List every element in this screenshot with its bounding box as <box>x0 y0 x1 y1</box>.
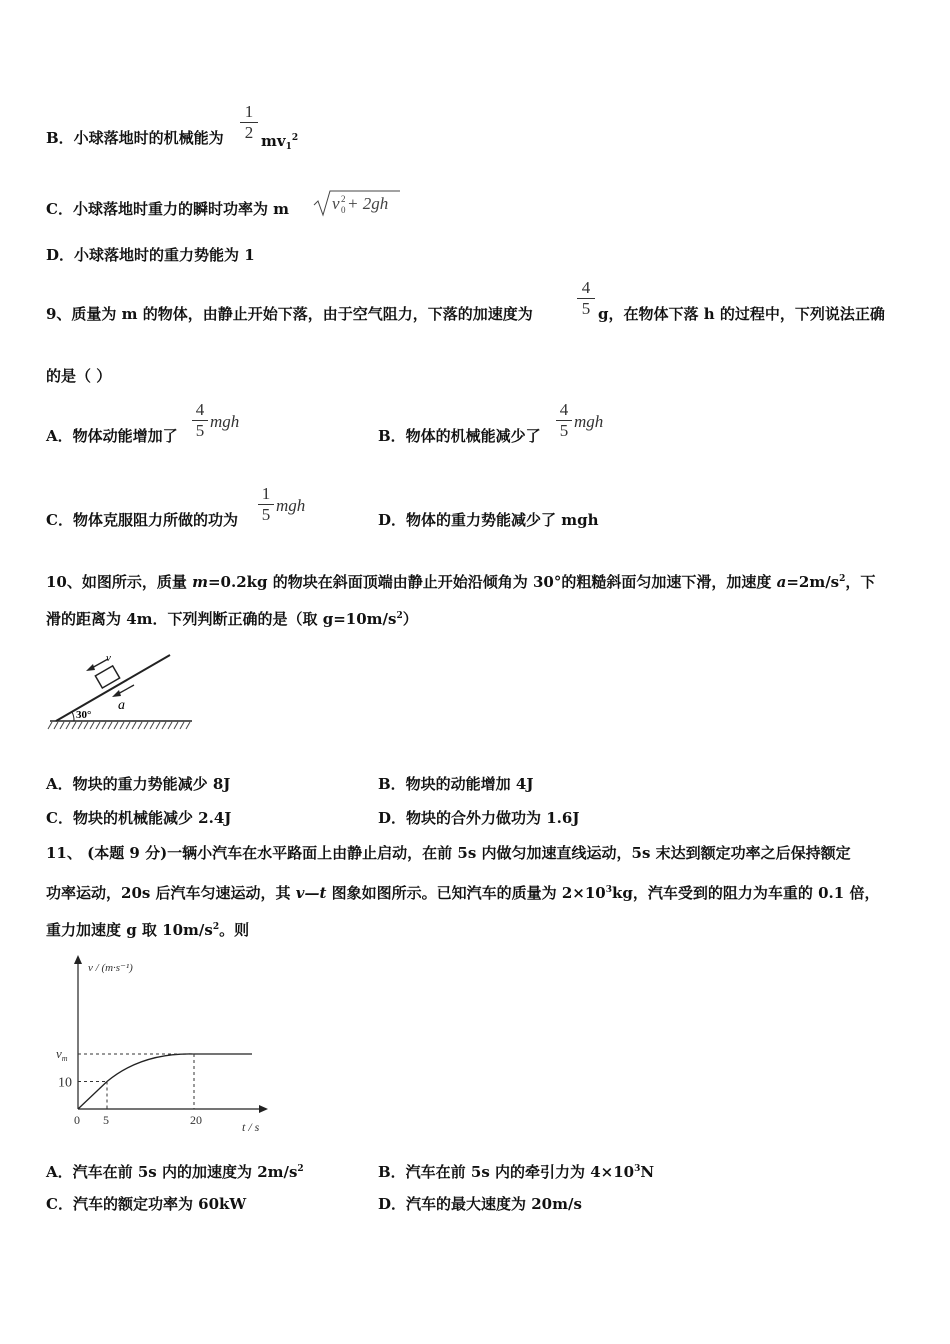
q11-vt-chart <box>46 950 276 1140</box>
q11-stem-line2: 功率运动，20s 后汽车匀速运动，其 v—t 图象如图所示。已知汽车的质量为 $2\times 10^3kg$，汽车受到的阻力为车重的 0.1 倍， <box>46 884 880 902</box>
q10-incline-figure <box>46 645 196 735</box>
q8-option-d: D．小球落地时的重力势能为 1 <box>46 246 255 264</box>
q8-option-b-fraction: 1 2 <box>240 103 258 142</box>
vt-curve-segment <box>107 1054 194 1082</box>
q11-stem-line1: 11、 (本题 9 分)一辆小汽车在水平路面上由静止启动，在前 5s 内做匀加速直线运动，5s 末达到额定功率之后保持额定 <box>46 844 851 862</box>
q11-option-a: A．汽车在前 5s 内的加速度为 $2m/s^2$ <box>46 1163 304 1181</box>
sqrt-sub: 0 <box>341 205 346 215</box>
q11-option-b: B．汽车在前 5s 内的牵引力为 $4\times 10^3N$ <box>378 1163 655 1181</box>
acceleration-arrow-icon <box>112 690 121 697</box>
q9-option-c-expr: mgh <box>276 496 306 515</box>
q9-stem-part3: 的是（ ） <box>46 367 112 385</box>
q9-option-a-fraction: 4 5 <box>192 401 208 440</box>
y-tick-vm-sub: m <box>61 1054 68 1063</box>
q8-option-c-text: C．小球落地时重力的瞬时功率为 m <box>46 200 290 218</box>
sqrt-sup: 2 <box>341 194 346 204</box>
x-tick-label-20: 20 <box>190 1113 202 1127</box>
y-axis-label: v / (m·s⁻¹) <box>88 962 133 974</box>
q10-option-a: A．物块的重力势能减少 8J <box>46 775 231 793</box>
q9-option-b-expr: mgh <box>574 412 604 431</box>
q9-option-a-expr: mgh <box>210 412 240 431</box>
q8-option-b-text: B．小球落地时的机械能为 <box>46 129 224 147</box>
x-axis-arrow-icon <box>259 1105 268 1113</box>
y-axis-arrow-icon <box>74 955 82 964</box>
q9-option-b: B．物体的机械能减少了 <box>378 427 541 445</box>
acceleration-label: a <box>118 698 125 713</box>
q10-option-c: C．物块的机械能减少 2.4J <box>46 809 232 827</box>
y-tick-vm-main: v <box>56 1046 62 1061</box>
q8-option-c <box>46 199 289 219</box>
q9-option-d: D．物体的重力势能减少了 mgh <box>378 511 599 529</box>
x-tick-label-5: 5 <box>103 1113 109 1127</box>
velocity-label: v <box>106 652 111 664</box>
block <box>95 666 119 688</box>
sqrt-v: v <box>332 194 340 213</box>
q9-stem-fraction: 4 5 <box>577 279 595 318</box>
q11-option-c: C．汽车的额定功率为 60kW <box>46 1195 247 1213</box>
vt-linear-segment <box>78 1082 107 1110</box>
y-tick-label-10: 10 <box>58 1075 72 1091</box>
x-tick-label-0: 0 <box>74 1113 80 1127</box>
angle-label: 30° <box>76 709 92 721</box>
q8-option-c-sqrt <box>312 187 402 219</box>
q10-stem-line1: 10、如图所示，质量 m=0.2kg 的物块在斜面顶端由静止开始沿倾角为 30°的粗糙斜面匀加速下滑，加速度 $a=2m/s^2$，下 <box>46 573 876 591</box>
q10-stem-line2: 滑的距离为 4m．下列判断正确的是（取 $g=10m/s^2$） <box>46 610 418 628</box>
y-tick-label-vm <box>56 1046 68 1063</box>
q9-stem-part1: 9、质量为 m 的物体，由静止开始下落，由于空气阻力，下落的加速度为 <box>46 305 533 323</box>
q9-stem-part2: g，在物体下落 h 的过程中，下列说法正确 <box>598 305 885 323</box>
q10-option-d: D．物块的合外力做功为 1.6J <box>378 809 580 827</box>
q9-option-a: A．物体动能增加了 <box>46 427 178 445</box>
q9-option-b-fraction: 4 5 <box>556 401 572 440</box>
q9-option-c: C．物体克服阻力所做的功为 <box>46 511 238 529</box>
q11-stem-line3: 重力加速度 g 取 $10m/s^2$。则 <box>46 921 250 939</box>
x-axis-label: t / s <box>242 1120 260 1134</box>
q8-option-b <box>46 128 224 148</box>
q11-option-d: D．汽车的最大速度为 20m/s <box>378 1195 582 1213</box>
q8-option-b-tail: $mv_1^2$ <box>261 132 299 152</box>
q10-option-b: B．物块的动能增加 4J <box>378 775 534 793</box>
incline-surface <box>56 655 170 721</box>
sqrt-rest: + 2gh <box>347 194 389 213</box>
q9-option-c-fraction: 1 5 <box>258 485 274 524</box>
velocity-arrow-icon <box>86 664 95 671</box>
